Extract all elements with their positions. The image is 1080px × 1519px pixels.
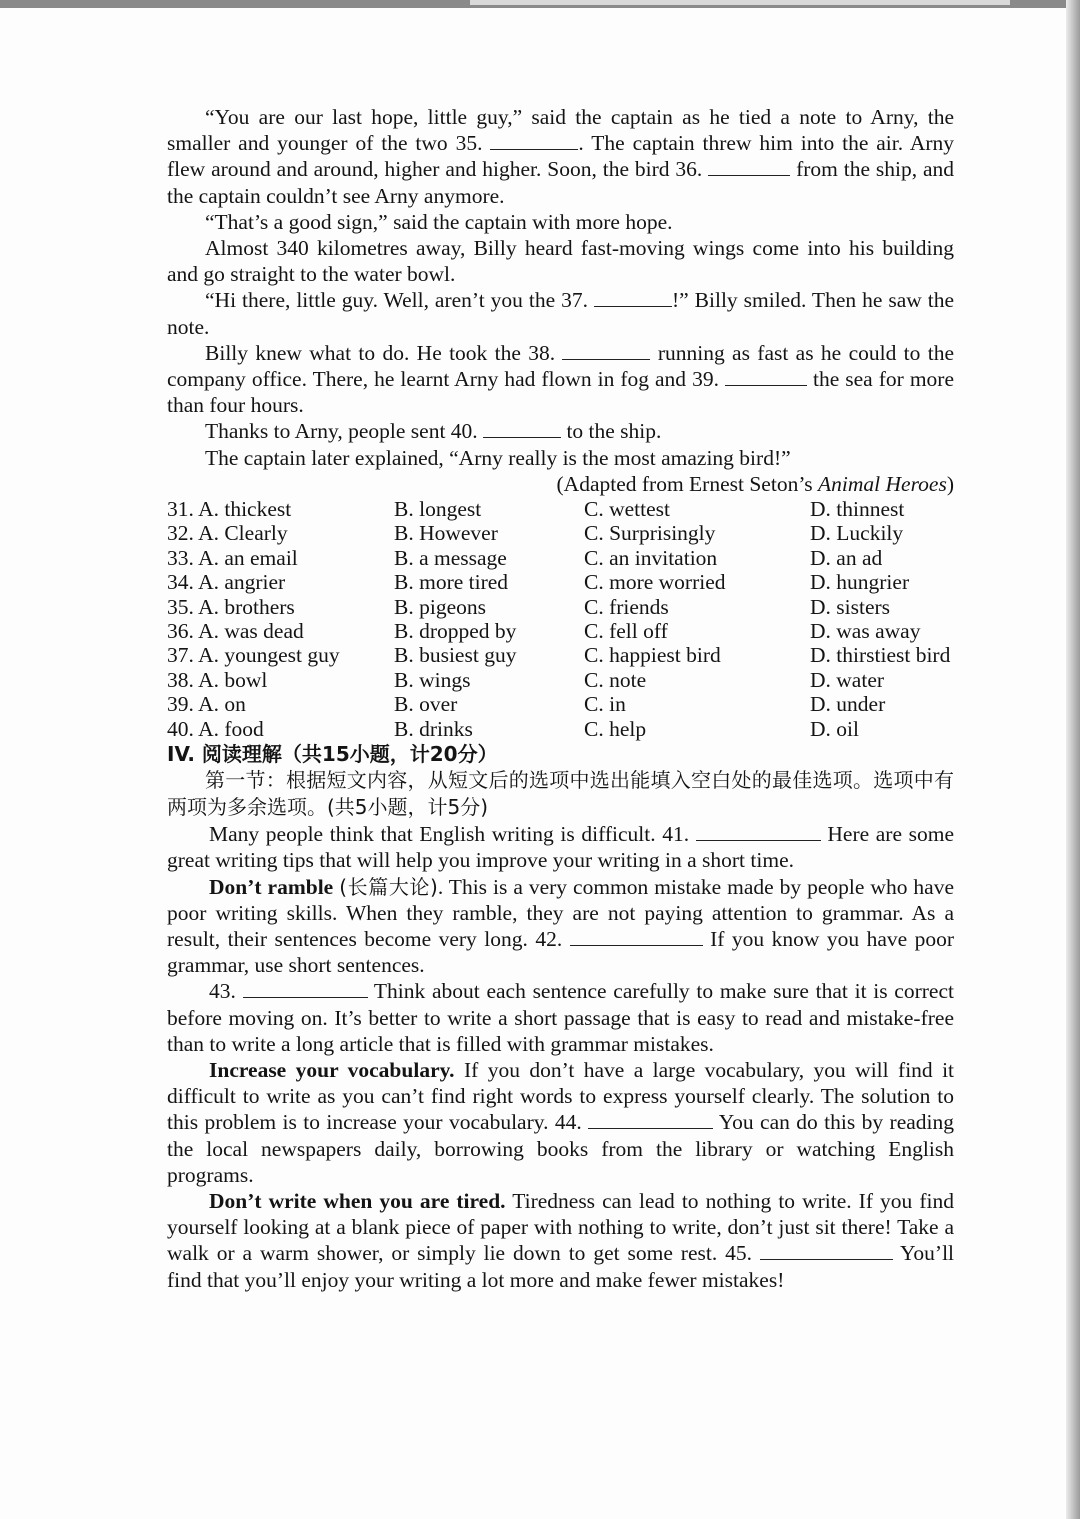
option-b: B. longest xyxy=(394,497,482,522)
option-row xyxy=(167,643,954,667)
option-b: B. a message xyxy=(394,545,507,570)
answer-blank-45 xyxy=(760,1241,893,1260)
source-prefix: (Adapted from Ernest Seton’s xyxy=(556,471,813,496)
reading-text: . This is a very common mistake made by people who have poor writing skills. When they ramble, they are not paying attention to grammar. As a result, their sentences become very long. 42. xyxy=(167,874,955,951)
reading-paragraph-4 xyxy=(167,1057,954,1188)
option-a: 35. A. brothers xyxy=(167,594,295,619)
option-a: 37. A. youngest guy xyxy=(167,643,340,668)
story-text: from the ship, and the captain couldn’t see Arny anymore. xyxy=(167,157,955,208)
option-row xyxy=(167,497,954,521)
option-d: D. was away xyxy=(810,619,921,643)
answer-blank-44 xyxy=(588,1110,713,1129)
option-c: C. help xyxy=(584,716,647,741)
option-c: C. more worried xyxy=(584,570,726,595)
reading-text: You’ll find that you’ll enjoy your writing a lot more and make fewer mistakes! xyxy=(167,1241,955,1292)
option-a: 34. A. angrier xyxy=(167,570,286,595)
option-row xyxy=(167,692,954,716)
option-d: D. Luckily xyxy=(810,521,904,546)
option-a: 38. A. bowl xyxy=(167,667,268,692)
option-d: D. sisters xyxy=(810,594,891,619)
option-c: C. happiest bird xyxy=(584,643,721,668)
option-c: C. fell off xyxy=(584,619,668,643)
story-text: “Hi there, little guy. Well, aren’t you the 37. xyxy=(205,288,588,313)
reading-text: If you don’t have a large vocabulary, you will find it difficult to write as you can’t find right words to express yourself clearly. The solution to this problem is to increase your vocabulary. 44. xyxy=(167,1057,955,1135)
option-a: 39. A. on xyxy=(167,692,246,717)
option-c: C. an invitation xyxy=(584,545,718,570)
reading-paragraph-3 xyxy=(167,978,954,1057)
option-row xyxy=(167,717,954,741)
answer-blank-36 xyxy=(708,157,790,176)
reading-text: Many people think that English writing is difficult. 41. xyxy=(209,822,690,847)
reading-text: Tiredness can lead to nothing to write. If you find yourself looking at a blank piece of paper with nothing to write, don’t just sit there! Take a walk or a warm shower, or simply lie down to get some rest. 45. xyxy=(167,1189,954,1266)
story-text: . The captain threw him into the air. Arny flew around and around, higher and higher. Soon, the bird 36. xyxy=(167,131,955,182)
option-d: D. oil xyxy=(810,716,859,741)
option-d: D. water xyxy=(810,667,885,692)
answer-blank-39 xyxy=(725,367,807,386)
source-title: Animal Heroes xyxy=(818,471,947,496)
story-text: the sea for more than four hours. xyxy=(167,367,954,418)
option-a: 32. A. Clearly xyxy=(167,521,288,546)
answer-blank-38 xyxy=(562,341,650,360)
answer-blank-41 xyxy=(696,822,821,841)
story-text: !” Billy smiled. Then he saw the note. xyxy=(167,288,955,339)
option-d: D. thirstiest bird xyxy=(810,643,951,668)
reading-paragraph-1 xyxy=(167,821,954,873)
option-row xyxy=(167,570,954,594)
story-text: to the ship. xyxy=(566,419,662,444)
story-paragraph-4 xyxy=(167,287,954,339)
scan-right-edge xyxy=(1066,0,1080,1519)
story-paragraph-7: The captain later explained, “Arny really is the most amazing bird!” xyxy=(205,445,791,470)
story-text: Thanks to Arny, people sent 40. xyxy=(205,419,478,444)
story-text: “You are our last hope, little guy,” said the captain as he tied a note to Arny, the smaller and younger of the two 35. xyxy=(167,105,954,156)
option-c: C. wettest xyxy=(584,497,670,522)
tip-heading: Increase your vocabulary. xyxy=(209,1057,455,1082)
options-table xyxy=(167,497,954,741)
option-c: C. in xyxy=(584,692,626,717)
reading-text: You can do this by reading the local newspapers daily, borrowing books from the library or watching English programs. xyxy=(167,1110,955,1187)
option-row xyxy=(167,546,954,570)
story-paragraph-1 xyxy=(167,104,954,209)
story-text: running as fast as he could to the company office. There, he learnt Arny had flown in fog and 39. xyxy=(167,340,955,392)
question-number: 43. xyxy=(209,979,236,1004)
option-row xyxy=(167,668,954,692)
option-row xyxy=(167,521,954,545)
option-c: C. Surprisingly xyxy=(584,521,716,546)
reading-text: Think about each sentence carefully to make sure that it is correct before moving on. It’s better to write a short passage that is easy to read and mistake-free than to write a long article that is filled with grammar mistakes. xyxy=(167,979,954,1056)
option-d: D. under xyxy=(810,692,886,717)
story-paragraph-6 xyxy=(167,418,954,444)
option-d: D. thinnest xyxy=(810,497,905,522)
option-a: 31. A. thickest xyxy=(167,497,292,522)
story-paragraph-3: Almost 340 kilometres away, Billy heard fast-moving wings come into his building and go straight to the water bowl. xyxy=(167,236,954,287)
option-a: 33. A. an email xyxy=(167,545,298,570)
option-a: 40. A. food xyxy=(167,716,264,741)
option-d: D. an ad xyxy=(810,545,883,570)
section-instruction: 第一节：根据短文内容，从短文后的选项中选出能填入空白处的最佳选项。选项中有两项为多余选项。(共5小题，计5分) xyxy=(167,768,954,820)
section-heading: IV. 阅读理解（共15小题，计20分） xyxy=(167,741,498,766)
option-row xyxy=(167,619,954,643)
tip-gloss: (长篇大论) xyxy=(339,874,438,899)
option-b: B. drinks xyxy=(394,716,473,741)
reading-paragraph-5 xyxy=(167,1188,954,1293)
reading-text: Here are some great writing tips that will help you improve your writing in a short time. xyxy=(167,822,955,873)
story-paragraph-5 xyxy=(167,340,954,419)
answer-blank-42 xyxy=(570,927,703,946)
option-c: C. friends xyxy=(584,594,669,619)
answer-blank-43 xyxy=(243,979,368,998)
story-source xyxy=(167,471,954,497)
answer-blank-35 xyxy=(490,131,578,150)
option-d: D. hungrier xyxy=(810,570,910,595)
page-content xyxy=(167,104,954,1293)
option-b: B. dropped by xyxy=(394,619,517,643)
reading-paragraph-2 xyxy=(167,874,954,979)
option-b: B. more tired xyxy=(394,570,509,595)
story-paragraph-2: “That’s a good sign,” said the captain with more hope. xyxy=(205,209,673,234)
answer-blank-40 xyxy=(483,419,561,438)
source-suffix: ) xyxy=(946,471,954,496)
option-a: 36. A. was dead xyxy=(167,619,304,643)
story-text: Billy knew what to do. He took the 38. xyxy=(205,340,556,365)
option-b: B. wings xyxy=(394,667,471,692)
option-b: B. pigeons xyxy=(394,594,486,619)
option-c: C. note xyxy=(584,667,647,692)
option-b: B. However xyxy=(394,521,498,546)
answer-blank-37 xyxy=(594,288,672,307)
reading-text: If you know you have poor grammar, use short sentences. xyxy=(167,926,955,978)
tip-heading: Don’t ramble xyxy=(209,874,334,899)
option-b: B. busiest guy xyxy=(394,643,517,668)
option-b: B. over xyxy=(394,692,458,717)
scan-top-shade xyxy=(470,0,1010,5)
tip-heading: Don’t write when you are tired. xyxy=(209,1189,506,1213)
option-row xyxy=(167,595,954,619)
